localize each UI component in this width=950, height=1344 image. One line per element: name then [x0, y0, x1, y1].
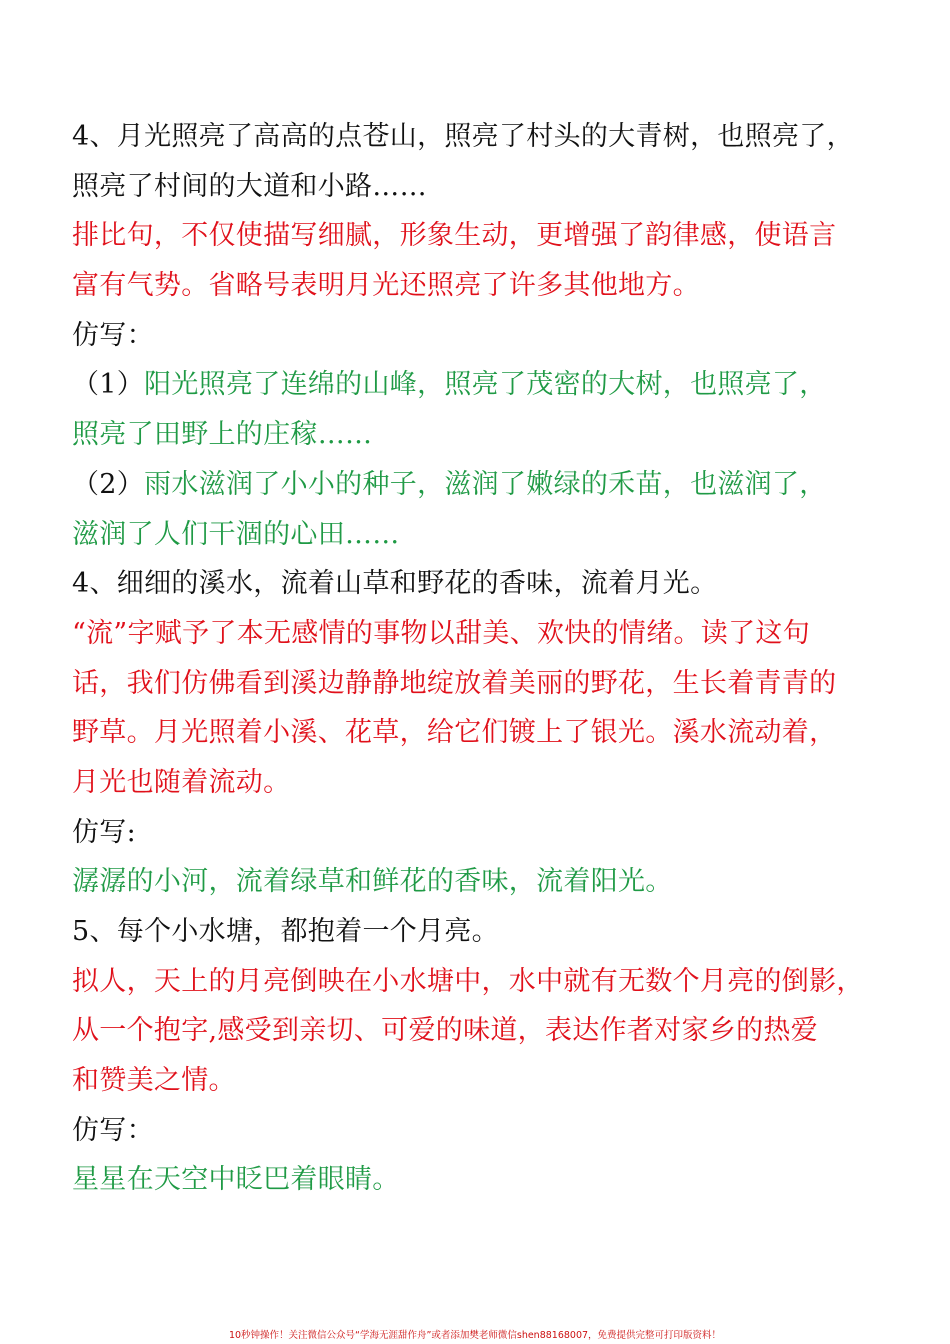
- question-3-line-1: 5、每个小水塘，都抱着一个月亮。: [72, 916, 499, 947]
- imitation-1a-number: （1）: [72, 369, 145, 401]
- imitation-1b-line-1: [72, 460, 882, 510]
- analysis-3-line-3: 和赞美之情。: [72, 1065, 236, 1097]
- question-2-line-1: 4、细细的溪水，流着山草和野花的香味，流着月光。: [72, 568, 718, 600]
- imitation-1a-text: 阳光照亮了连绵的山峰，照亮了茂密的大树，也照亮了，: [144, 369, 827, 401]
- imitation-2-label: 仿写:: [72, 816, 136, 848]
- imitation-1b-number: （2）: [72, 468, 145, 500]
- analysis-1-line-2: 富有气势。省略号表明月光还照亮了许多其他地方。: [72, 270, 700, 302]
- analysis-2-line-1: “流”字赋予了本无感情的事物以甜美、欢快的情绪。读了这句: [72, 617, 811, 649]
- imitation-1b-text: 雨水滋润了小小的种子，滋润了嫩绿的禾苗，也滋润了，: [144, 468, 827, 500]
- imitation-1-label: 仿写：: [72, 319, 154, 351]
- footer-notice: 10秒钟操作！关注微信公众号“学海无涯甜作舟”或者添加樊老师微信shen88168007，免费提供完整可打印版资料！: [228, 1330, 722, 1341]
- document-page: [72, 112, 882, 1205]
- imitation-1a-line-1: [72, 360, 882, 410]
- imitation-1b-line-2: 滋润了人们干涸的心田……: [72, 518, 400, 550]
- analysis-2-line-3: 野草。月光照着小溪、花草，给它们镀上了银光。溪水流动着，: [72, 717, 837, 749]
- question-1-line-2: 照亮了村间的大道和小路……: [72, 170, 427, 202]
- question-1-line-1: 4、月光照亮了高高的点苍山，照亮了村头的大青树，也照亮了，: [72, 121, 854, 152]
- imitation-1a-line-2: 照亮了田野上的庄稼……: [72, 419, 373, 451]
- analysis-1-line-1: 排比句，不仅使描写细腻，形象生动，更增强了韵律感，使语言: [72, 220, 837, 252]
- analysis-2-line-4: 月光也随着流动。: [72, 766, 291, 798]
- imitation-3-line-1: 星星在天空中眨巴着眼睛。: [72, 1164, 400, 1196]
- analysis-3-line-1: 拟人，天上的月亮倒映在小水塘中，水中就有无数个月亮的倒影，: [72, 965, 864, 997]
- analysis-2-line-2: 话，我们仿佛看到溪边静静地绽放着美丽的野花，生长着青青的: [72, 667, 837, 699]
- analysis-3-line-2: 从一个抱字,感受到亲切、可爱的味道，表达作者对家乡的热爱: [72, 1015, 818, 1047]
- imitation-2-line-1: 潺潺的小河，流着绿草和鲜花的香味，流着阳光。: [72, 866, 673, 898]
- imitation-3-label: 仿写：: [72, 1114, 154, 1146]
